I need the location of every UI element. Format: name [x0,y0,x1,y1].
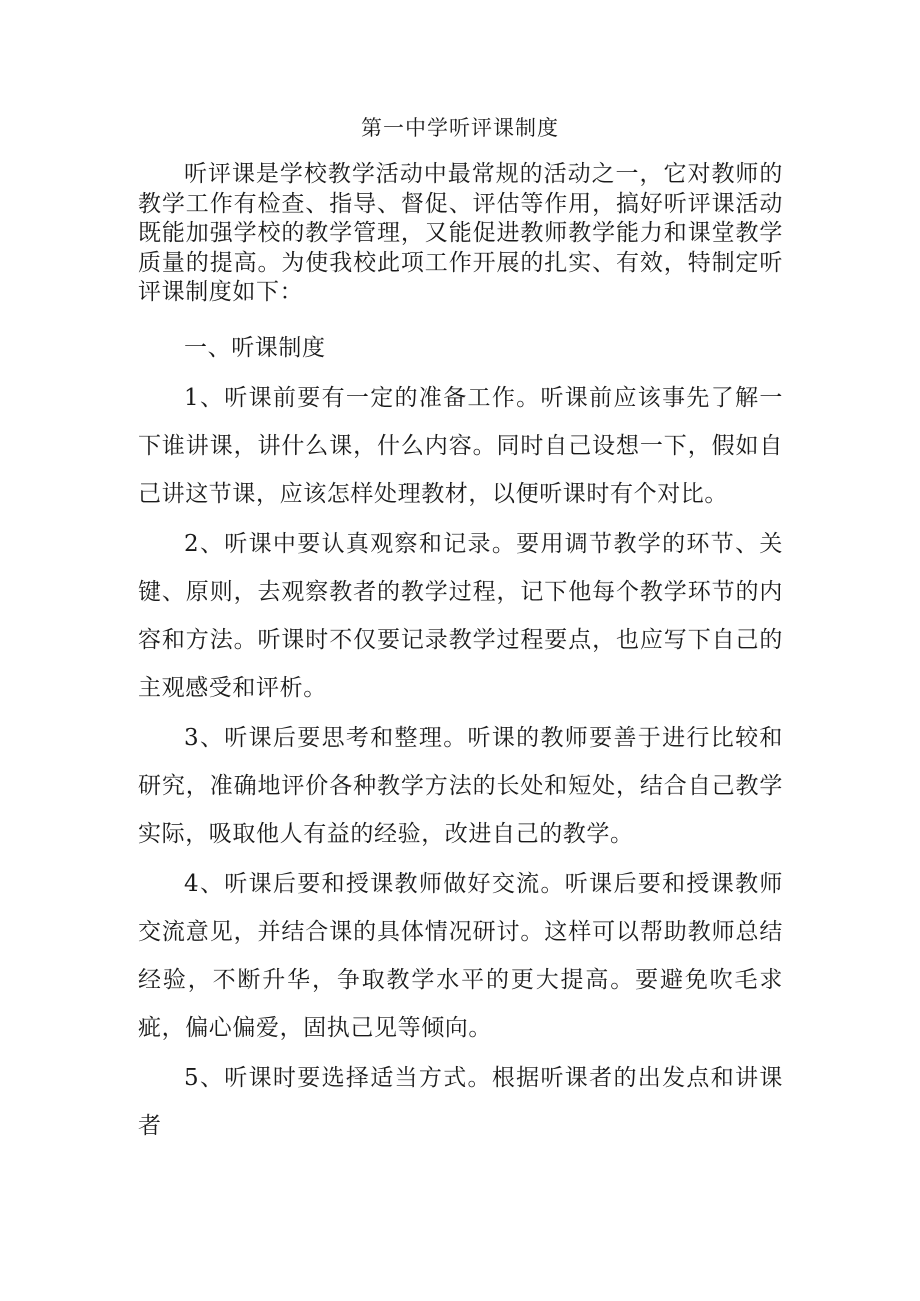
rule-item-2: 2、听课中要认真观察和记录。要用调节教学的环节、关键、原则，去观察教者的教学过程，记下他每个教学环节的内容和方法。听课时不仅要记录教学过程要点，也应写下自己的主观感受和评析。 [138,530,783,701]
rule-item-3: 3、听课后要思考和整理。听课的教师要善于进行比较和研究，准确地评价各种教学方法的长处和短处，结合自己教学实际，吸取他人有益的经验，改进自己的教学。 [138,724,783,847]
section-heading: 一、听课制度 [184,334,326,361]
rule-item-5: 5、听课时要选择适当方式。根据听课者的出发点和讲课者 [138,1064,783,1139]
document-body [138,160,783,1150]
document-title: 第一中学听评课制度 [361,116,559,140]
intro-paragraph: 听评课是学校教学活动中最常规的活动之一，它对教师的教学工作有检查、指导、督促、评估等作用，搞好听评课活动既能加强学校的教学管理，又能促进教师教学能力和课堂教学质量的提高。为使我校此项工作开展的扎实、有效，特制定听评课制度如下： [138,161,783,305]
rule-item-1: 1、听课前要有一定的准备工作。听课前应该事先了解一下谁讲课，讲什么课，什么内容。同时自己设想一下，假如自己讲这节课，应该怎样处理教材，以便听课时有个对比。 [138,384,783,507]
rule-item-4: 4、听课后要和授课教师做好交流。听课后要和授课教师交流意见，并结合课的具体情况研讨。这样可以帮助教师总结经验，不断升华，争取教学水平的更大提高。要避免吹毛求疵，偏心偏爱，固执己见等倾向。 [138,870,783,1041]
